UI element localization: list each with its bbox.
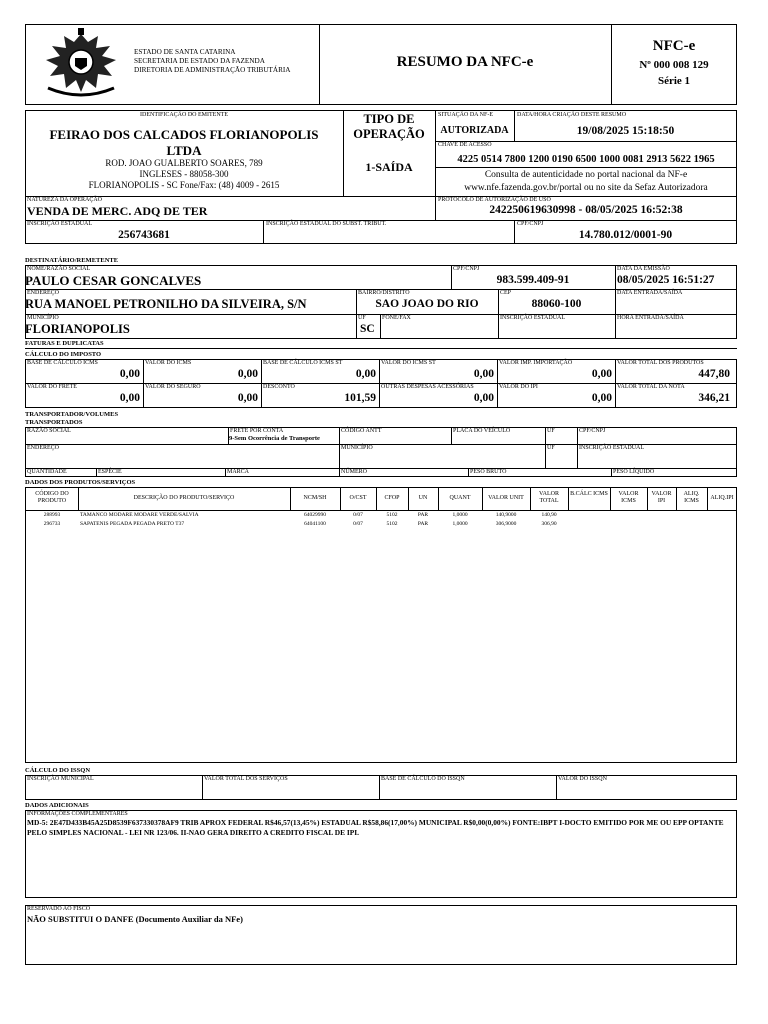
tipo-title-2: OPERAÇÃO	[353, 127, 425, 141]
issuer-line: SECRETARIA DE ESTADO DA FAZENDA	[134, 57, 265, 65]
th-ncm: NCM/SH	[303, 495, 327, 501]
issuer-line: ESTADO DE SANTA CATARINA	[134, 48, 236, 56]
emitente-name-line1: FEIRAO DOS CALCADOS FLORIANOPOLIS	[49, 127, 319, 142]
consulta-line1: Consulta de autenticidade no portal nacional da NF-e	[484, 170, 688, 180]
th-vunit: VALOR UNIT	[488, 495, 524, 501]
emitente-city-phone: FLORIANOPOLIS - SC Fone/Fax: (48) 4009 - 2615	[88, 180, 280, 190]
cell-un: PAR	[417, 512, 429, 518]
tax-label: VALOR TOTAL DOS PRODUTOS	[617, 360, 704, 366]
tax-value: 0,00	[119, 392, 140, 404]
th-un: UN	[418, 495, 428, 501]
transp-frete: 9-Sem Ocorrência de Transporte	[229, 435, 320, 442]
destinatario-section: DESTINATÁRIO/REMETENTE	[25, 257, 119, 264]
dest-ie-label: INSCRIÇÃO ESTADUAL	[500, 315, 566, 321]
dest-nome: PAULO CESAR GONCALVES	[25, 273, 202, 288]
transp-municipio-label: MUNICÍPIO	[341, 445, 373, 451]
imposto-section: CÁLCULO DO IMPOSTO	[25, 351, 102, 358]
th-quant: QUANT	[449, 495, 471, 501]
tax-value: 0,00	[355, 368, 376, 380]
tax-label: DESCONTO	[263, 384, 295, 390]
dest-emissao: 08/05/2025 16:51:27	[617, 274, 715, 286]
tax-label: VALOR IMP. IMPORTAÇÃO	[499, 360, 573, 366]
tax-label: BASE DE CÁLCULO ICMS	[27, 360, 98, 366]
issuer-line: DIRETORIA DE ADMINISTRAÇÃO TRIBUTÁRIA	[134, 66, 291, 74]
transp-uf-label: UF	[547, 428, 555, 434]
dest-endereco: RUA MANOEL PETRONILHO DA SILVEIRA, S/N	[25, 297, 307, 311]
fisco-label: RESERVADO AO FISCO	[27, 906, 91, 912]
th-bcicms: B.CÁLC ICMS	[570, 491, 608, 497]
cell-un: PAR	[417, 521, 429, 527]
cell-cfop: 5102	[386, 521, 398, 527]
tax-value: 346,21	[698, 392, 730, 404]
coat-of-arms-icon	[36, 28, 126, 102]
th-codigo: CÓDIGO DO PRODUTO	[35, 491, 69, 504]
issqn-section: CÁLCULO DO ISSQN	[25, 767, 91, 774]
nfce-number: Nº 000 008 129	[639, 59, 709, 71]
cell-ncm: 64041100	[304, 521, 326, 527]
cell-vtotal: 140,90	[541, 512, 557, 518]
nfce-serie: Série 1	[657, 75, 691, 87]
dest-bairro-label: BAIRRO/DISTRITO	[358, 290, 410, 296]
tipo-value: 1-SAÍDA	[365, 160, 413, 174]
fisco-text: NÃO SUBSTITUI O DANFE (Documento Auxiliar da NFe)	[27, 914, 243, 924]
nfce-label: NFC-e	[652, 38, 696, 54]
transp-uf2-label: UF	[547, 445, 555, 451]
tax-label: VALOR TOTAL DA NOTA	[617, 384, 685, 390]
dest-entrada-label: DATA ENTRADA/SAÍDA	[617, 290, 683, 296]
th-aliqicms: ALIQ. ICMS	[683, 491, 700, 504]
adicionais-text: MD-5: 2E47D433B45A25D8539F637330378AF9 TRIB APROX FEDERAL R$46,57(13,45%) ESTADUAL R$58,86(17,00%) MUNICIPAL R$0,00(0,00%) FONTE:IBPT I-DOCTO EMITIDO POR ME OU EPP OPTANTE PELO SIMPLES NACIONAL - LEI NR 123/06. II-NAO GERA DIREITO A CREDITO FISCAL DE IPI.	[27, 818, 724, 837]
th-aliqipi: ALIQ.IPI	[710, 495, 734, 501]
th-descricao: DESCRIÇÃO DO PRODUTO/SERVIÇO	[133, 495, 235, 501]
dest-hora-label: HORA ENTRADA/SAÍDA	[617, 315, 684, 321]
tax-label: VALOR DO ICMS	[145, 360, 192, 366]
tax-value: 0,00	[237, 368, 258, 380]
transportados-section: TRANSPORTADOS	[25, 419, 83, 426]
dest-cpf-label: CPF/CNPJ	[453, 266, 480, 272]
page-title: RESUMO DA NFC-e	[396, 54, 534, 70]
transp-especie-label: ESPÉCIE	[98, 469, 122, 475]
tax-label: VALOR DO SEGURO	[145, 384, 201, 390]
emitente-address: ROD. JOAO GUALBERTO SOARES, 789	[105, 158, 263, 168]
issqn-v-label: VALOR DO ISSQN	[558, 776, 607, 782]
tax-value: 0,00	[591, 392, 612, 404]
dest-cpf: 983.599.409-91	[496, 274, 570, 286]
protocolo-label: PROTOCOLO DE AUTORIZAÇÃO DE USO	[438, 197, 551, 203]
products-table	[25, 487, 737, 763]
cell-vtotal: 306,90	[541, 521, 557, 527]
cell-ocst: 0/07	[353, 512, 363, 518]
transportador-section: TRANSPORTADOR/VOLUMES	[25, 411, 119, 418]
cnpj-value: 14.780.012/0001-90	[578, 229, 673, 241]
chave-value: 4225 0514 7800 1200 0190 6500 1000 0081 2913 5622 1965	[457, 154, 715, 165]
protocolo-value: 242250619630998 - 08/05/2025 16:52:38	[489, 204, 683, 216]
transp-peso-liquido-label: PESO LÍQUIDO	[613, 469, 655, 475]
tax-value: 101,59	[344, 392, 376, 404]
th-vicms: VALOR ICMS	[618, 491, 639, 504]
natureza-value: VENDA DE MERC. ADQ DE TER	[27, 204, 208, 218]
tax-value: 0,00	[591, 368, 612, 380]
th-cfop: CFOP	[384, 495, 400, 501]
ie-value: 256743681	[118, 229, 170, 241]
consulta-line2[interactable]: www.nfe.fazenda.gov.br/portal ou no site da Sefaz Autorizadora	[464, 183, 708, 193]
dest-cep: 88060-100	[531, 298, 582, 310]
tax-label: BASE DE CÁLCULO ICMS ST	[263, 360, 343, 366]
dest-uf: SC	[360, 323, 375, 335]
issqn-im-label: INSCRIÇÃO MUNICIPAL	[27, 776, 94, 782]
tax-value: 447,80	[698, 368, 730, 380]
produtos-section: DADOS DOS PRODUTOS/SERVIÇOS	[25, 479, 136, 486]
cell-codigo: 288993	[43, 512, 61, 518]
issqn-bc-label: BASE DE CÁLCULO DO ISSQN	[381, 776, 465, 782]
tax-label: VALOR DO ICMS ST	[381, 360, 436, 366]
tax-label: VALOR DO FRETE	[27, 384, 77, 390]
dest-fone-label: FONE/FAX	[382, 315, 411, 321]
transp-antt-label: CÓDIGO ANTT	[341, 428, 382, 434]
transp-peso-bruto-label: PESO BRUTO	[470, 469, 507, 475]
situacao-label: SITUAÇÃO DA NF-E	[438, 112, 494, 118]
dest-endereco-label: ENDEREÇO	[27, 290, 59, 296]
transp-ie-label: INSCRIÇÃO ESTADUAL	[579, 445, 645, 451]
adicionais-label: INFORMAÇÕES COMPLEMENTARES	[27, 811, 128, 817]
cell-codigo: 296733	[43, 521, 61, 527]
th-vipi: VALOR IPI	[651, 491, 672, 504]
transp-quantidade-label: QUANTIDADE	[27, 469, 67, 475]
dest-municipio: FLORIANOPOLIS	[25, 322, 130, 336]
cell-descricao: TAMANCO MODARE MODARE VERDE/SALVIA	[80, 512, 199, 518]
ie-st-label: INSCRIÇÃO ESTADUAL DO SUBST. TRIBUT.	[266, 221, 387, 227]
tipo-title-1: TIPO DE	[363, 112, 415, 126]
transp-placa-label: PLACA DO VEÍCULO	[453, 428, 511, 434]
tax-value: 0,00	[473, 368, 494, 380]
dest-cep-label: CEP	[500, 290, 512, 296]
emitente-label: IDENTIFICAÇÃO DO EMITENTE	[140, 112, 228, 118]
emitente-name	[25, 127, 343, 159]
natureza-label: NATUREZA DA OPERAÇÃO	[27, 197, 103, 203]
emitente-district: INGLESES - 88058-300	[139, 169, 229, 179]
tax-label: VALOR DO IPI	[499, 384, 538, 390]
transp-numero-label: NÚMERO	[341, 469, 368, 475]
cell-descricao: SAPATENIS PEGADA PEGADA PRETO T37	[80, 521, 185, 527]
cnpj-label: CPF/CNPJ	[517, 221, 544, 227]
cell-ncm: 64029990	[304, 512, 326, 518]
datahora-value: 19/08/2025 15:18:50	[576, 125, 675, 137]
transp-razao-label: RAZÃO SOCIAL	[27, 428, 71, 434]
dest-nome-label: NOME/RAZÃO SOCIAL	[27, 266, 91, 272]
tax-label: OUTRAS DESPESAS ACESSÓRIAS	[381, 384, 474, 390]
chave-label: CHAVE DE ACESSO	[438, 142, 492, 148]
dest-municipio-label: MUNICÍPIO	[27, 315, 59, 321]
issqn-vts-label: VALOR TOTAL DOS SERVIÇOS	[204, 776, 288, 782]
cell-vunit: 140,9000	[495, 512, 517, 518]
cell-quant: 1,0000	[452, 521, 468, 527]
dest-uf-label: UF	[358, 315, 366, 321]
transp-marca-label: MARCA	[227, 469, 250, 475]
transp-frete-label: FRETE POR CONTA	[230, 428, 284, 434]
adicionais-section: DADOS ADICIONAIS	[25, 802, 89, 809]
th-vtotal: VALOR TOTAL	[539, 491, 559, 504]
dest-emissao-label: DATA DA EMISSÃO	[617, 266, 670, 272]
transp-endereco-label: ENDEREÇO	[27, 445, 59, 451]
cell-ocst: 0/07	[353, 521, 363, 527]
cell-vunit: 306,9000	[495, 521, 517, 527]
transp-cnpj-label: CPF/CNPJ	[579, 428, 606, 434]
dest-bairro: SAO JOAO DO RIO	[375, 298, 479, 310]
faturas-section: FATURAS E DUPLICATAS	[25, 340, 104, 347]
cell-quant: 1,0000	[452, 512, 468, 518]
cell-cfop: 5102	[386, 512, 398, 518]
tax-value: 0,00	[119, 368, 140, 380]
datahora-label: DATA/HORA CRIAÇÃO DESTE RESUMO	[517, 112, 627, 118]
ie-label: INSCRIÇÃO ESTADUAL	[27, 221, 93, 227]
situacao-value: AUTORIZADA	[440, 125, 509, 136]
th-ocst: O/CST	[349, 495, 367, 501]
tax-value: 0,00	[237, 392, 258, 404]
tax-value: 0,00	[473, 392, 494, 404]
emitente-name-line2: LTDA	[166, 143, 202, 158]
